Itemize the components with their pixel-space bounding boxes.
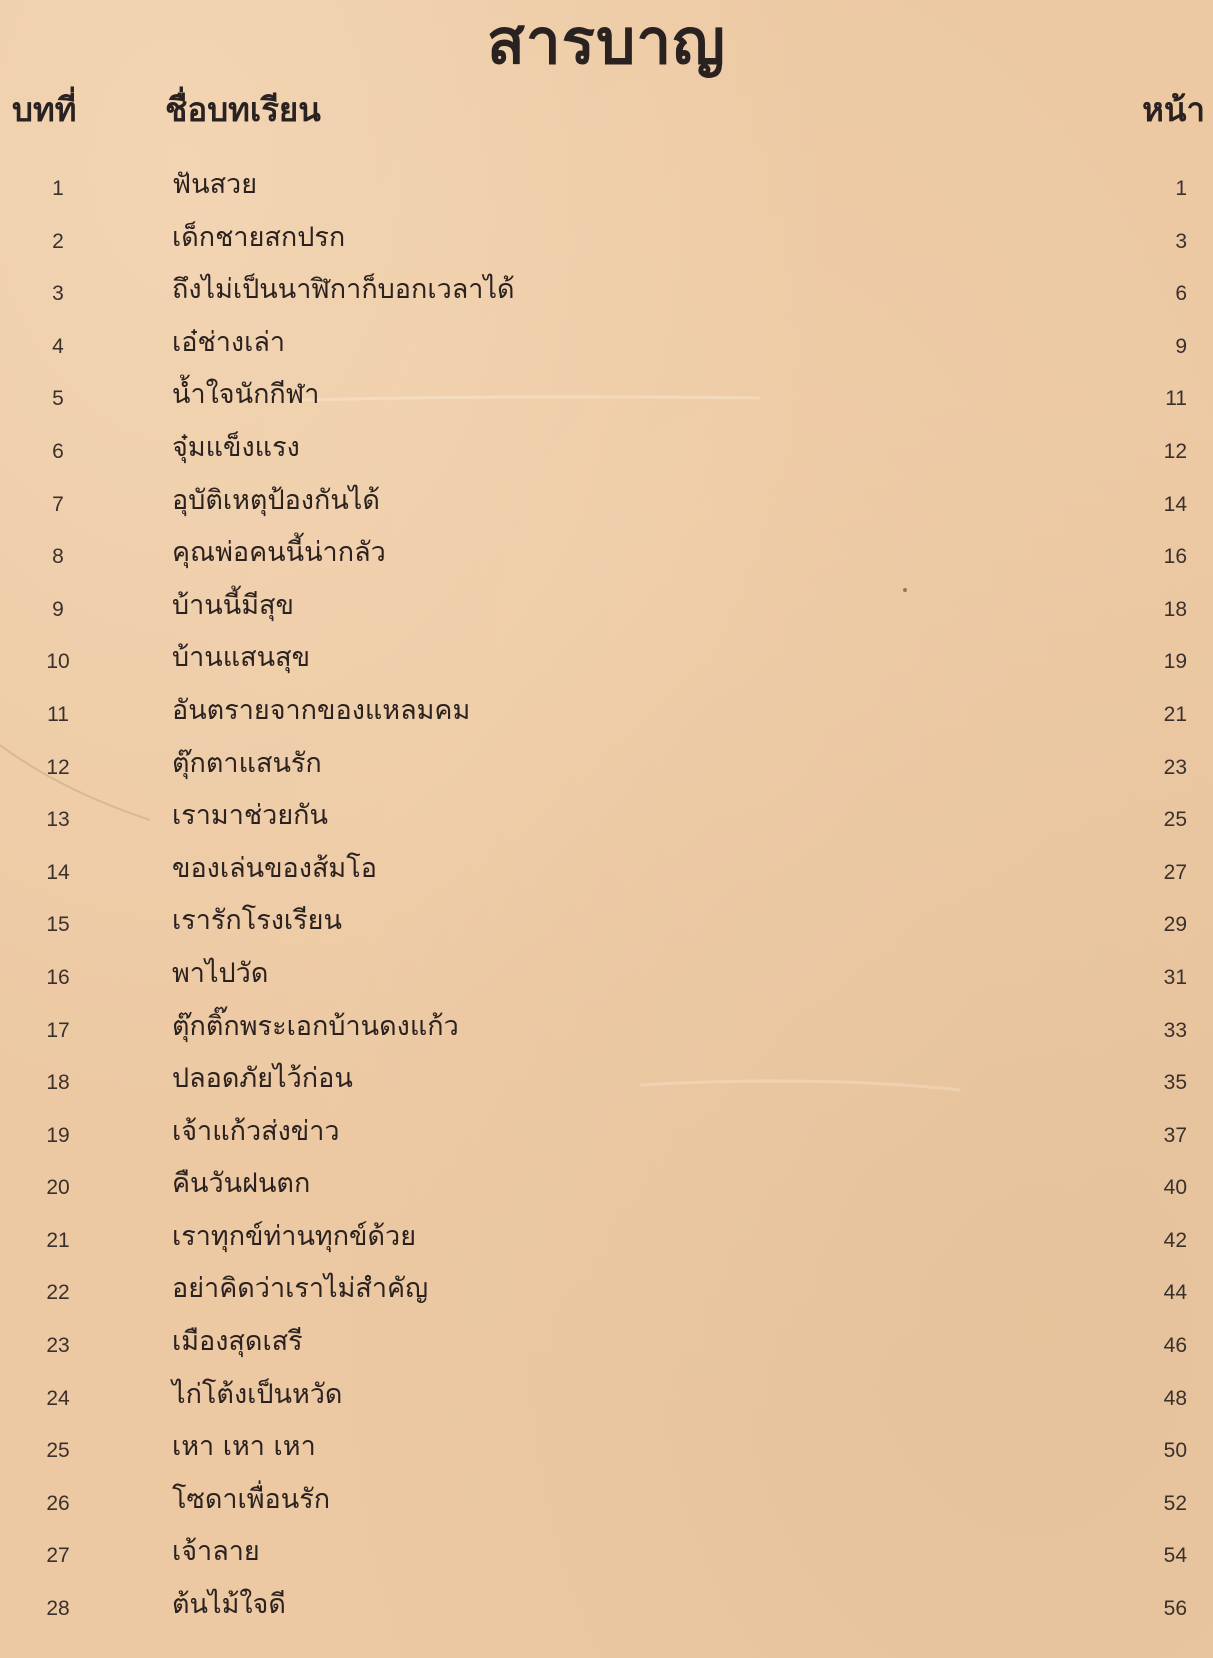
chapter-number: 28: [46, 1597, 70, 1621]
lesson-name: ถึงไม่เป็นนาฬิกาก็บอกเวลาได้: [172, 274, 515, 306]
page-number: 21: [1163, 702, 1187, 726]
toc-row: [0, 1211, 1213, 1264]
lesson-name: บ้านนี้มีสุข: [172, 589, 294, 621]
chapter-number: 18: [46, 1071, 70, 1095]
chapter-number: 26: [46, 1491, 70, 1515]
chapter-number: 13: [46, 808, 70, 832]
page-number: 46: [1163, 1334, 1187, 1358]
toc-row: [0, 1474, 1213, 1527]
lesson-name: อย่าคิดว่าเราไม่สำคัญ: [172, 1273, 429, 1305]
chapter-number: 11: [47, 702, 69, 726]
lesson-name: ตุ๊กติ๊กพระเอกบ้านดงแก้ว: [172, 1010, 459, 1042]
chapter-number: 22: [46, 1281, 70, 1305]
page-number: 19: [1163, 650, 1187, 674]
chapter-number: 5: [52, 387, 64, 411]
page-number: 35: [1163, 1071, 1187, 1095]
chapter-number: 9: [52, 597, 64, 621]
toc-row: [0, 159, 1213, 212]
toc-row: [0, 580, 1213, 633]
page-number: 9: [1175, 334, 1187, 358]
header-lesson-name: ชื่อบทเรียน: [165, 90, 321, 129]
lesson-name: ฟันสวย: [172, 169, 258, 200]
toc-row: [0, 1526, 1213, 1579]
toc-row: [0, 1316, 1213, 1369]
page-number: 25: [1163, 808, 1187, 832]
toc-row: [0, 369, 1213, 422]
page-number: 11: [1165, 387, 1187, 411]
page-number: 42: [1163, 1228, 1187, 1252]
toc-row: [0, 948, 1213, 1001]
page-number: 52: [1163, 1491, 1187, 1515]
page-number: 31: [1163, 965, 1187, 989]
chapter-number: 17: [46, 1018, 70, 1042]
page-number: 40: [1163, 1176, 1187, 1200]
toc-row: [0, 1579, 1213, 1632]
lesson-name: เจ้าลาย: [172, 1536, 260, 1568]
lesson-name: อันตรายจากของแหลมคม: [172, 694, 471, 726]
page-number: 33: [1163, 1018, 1187, 1042]
toc-row: [0, 1263, 1213, 1316]
chapter-number: 3: [52, 282, 64, 306]
toc-list: [0, 159, 1213, 1632]
toc-row: [0, 1053, 1213, 1106]
page-number: 16: [1163, 545, 1187, 569]
toc-row: [0, 790, 1213, 843]
page-number: 48: [1163, 1386, 1187, 1410]
toc-row: [0, 422, 1213, 475]
chapter-number: 15: [46, 913, 70, 937]
lesson-name: เรามาช่วยกัน: [172, 800, 328, 832]
toc-row: [0, 212, 1213, 265]
toc-row: [0, 317, 1213, 370]
lesson-name: เจ้าแก้วส่งข่าว: [172, 1115, 340, 1147]
page-number: 29: [1163, 913, 1187, 937]
lesson-name: คุณพ่อคนนี้น่ากลัว: [172, 537, 386, 569]
toc-row: [0, 264, 1213, 317]
chapter-number: 16: [46, 965, 70, 989]
page-title: สารบาญ: [487, 5, 726, 78]
header-chapter: บทที่: [12, 90, 77, 129]
lesson-name: จุ๋มแข็งแรง: [172, 431, 300, 463]
page-number: 14: [1163, 492, 1187, 516]
toc-row: [0, 738, 1213, 791]
page-number: 6: [1175, 282, 1187, 306]
header-page: หน้า: [1142, 90, 1205, 129]
lesson-name: คืนวันฝนตก: [172, 1168, 311, 1200]
chapter-number: 27: [46, 1544, 70, 1568]
chapter-number: 14: [46, 860, 70, 884]
lesson-name: เมืองสุดเสรี: [172, 1326, 303, 1358]
page-number: 50: [1163, 1439, 1187, 1463]
chapter-number: 4: [52, 334, 64, 358]
lesson-name: เอ๋ช่างเล่า: [172, 326, 286, 358]
chapter-number: 8: [52, 545, 64, 569]
lesson-name: บ้านแสนสุข: [172, 642, 311, 674]
chapter-number: 20: [46, 1176, 70, 1200]
toc-row: [0, 1369, 1213, 1422]
toc-row: [0, 685, 1213, 738]
table-header: [0, 82, 1213, 138]
page-number: 23: [1163, 755, 1187, 779]
lesson-name: อุบัติเหตุป้องกันได้: [172, 484, 380, 516]
chapter-number: 7: [52, 492, 64, 516]
toc-row: [0, 632, 1213, 685]
toc-row: [0, 1421, 1213, 1474]
page-number: 1: [1175, 177, 1187, 200]
toc-row: [0, 1106, 1213, 1159]
toc-row: [0, 843, 1213, 896]
lesson-name: โซดาเพื่อนรัก: [172, 1483, 331, 1515]
toc-row: [0, 1001, 1213, 1054]
toc-row: [0, 475, 1213, 528]
chapter-number: 19: [46, 1123, 70, 1147]
page-number: 27: [1163, 860, 1187, 884]
chapter-number: 10: [46, 650, 70, 674]
page-number: 12: [1163, 439, 1187, 463]
lesson-name: น้ำใจนักกีฬา: [172, 379, 320, 411]
lesson-name: เราทุกข์ท่านทุกข์ด้วย: [172, 1220, 417, 1252]
lesson-name: ตุ๊กตาแสนรัก: [172, 747, 322, 779]
lesson-name: เหา เหา เหา: [172, 1431, 316, 1463]
lesson-name: ปลอดภัยไว้ก่อน: [172, 1063, 353, 1095]
lesson-name: ต้นไม้ใจดี: [172, 1589, 286, 1621]
lesson-name: ไก่โต้งเป็นหวัด: [172, 1378, 343, 1410]
chapter-number: 1: [52, 177, 64, 200]
page-number: 54: [1163, 1544, 1187, 1568]
chapter-number: 23: [46, 1334, 70, 1358]
toc-row: [0, 527, 1213, 580]
chapter-number: 2: [52, 229, 64, 253]
lesson-name: พาไปวัด: [172, 957, 269, 989]
page-number: 37: [1163, 1123, 1187, 1147]
chapter-number: 12: [46, 755, 70, 779]
toc-row: [0, 895, 1213, 948]
page-number: 56: [1163, 1597, 1187, 1621]
chapter-number: 25: [46, 1439, 70, 1463]
lesson-name: เด็กชายสกปรก: [172, 221, 346, 253]
toc-row: [0, 1158, 1213, 1211]
page-number: 44: [1163, 1281, 1187, 1305]
lesson-name: ของเล่นของส้มโอ: [172, 852, 377, 884]
chapter-number: 21: [46, 1228, 70, 1252]
chapter-number: 24: [46, 1386, 70, 1410]
lesson-name: เรารักโรงเรียน: [172, 905, 342, 937]
page-number: 18: [1163, 597, 1187, 621]
chapter-number: 6: [52, 439, 64, 463]
page-number: 3: [1175, 229, 1187, 253]
